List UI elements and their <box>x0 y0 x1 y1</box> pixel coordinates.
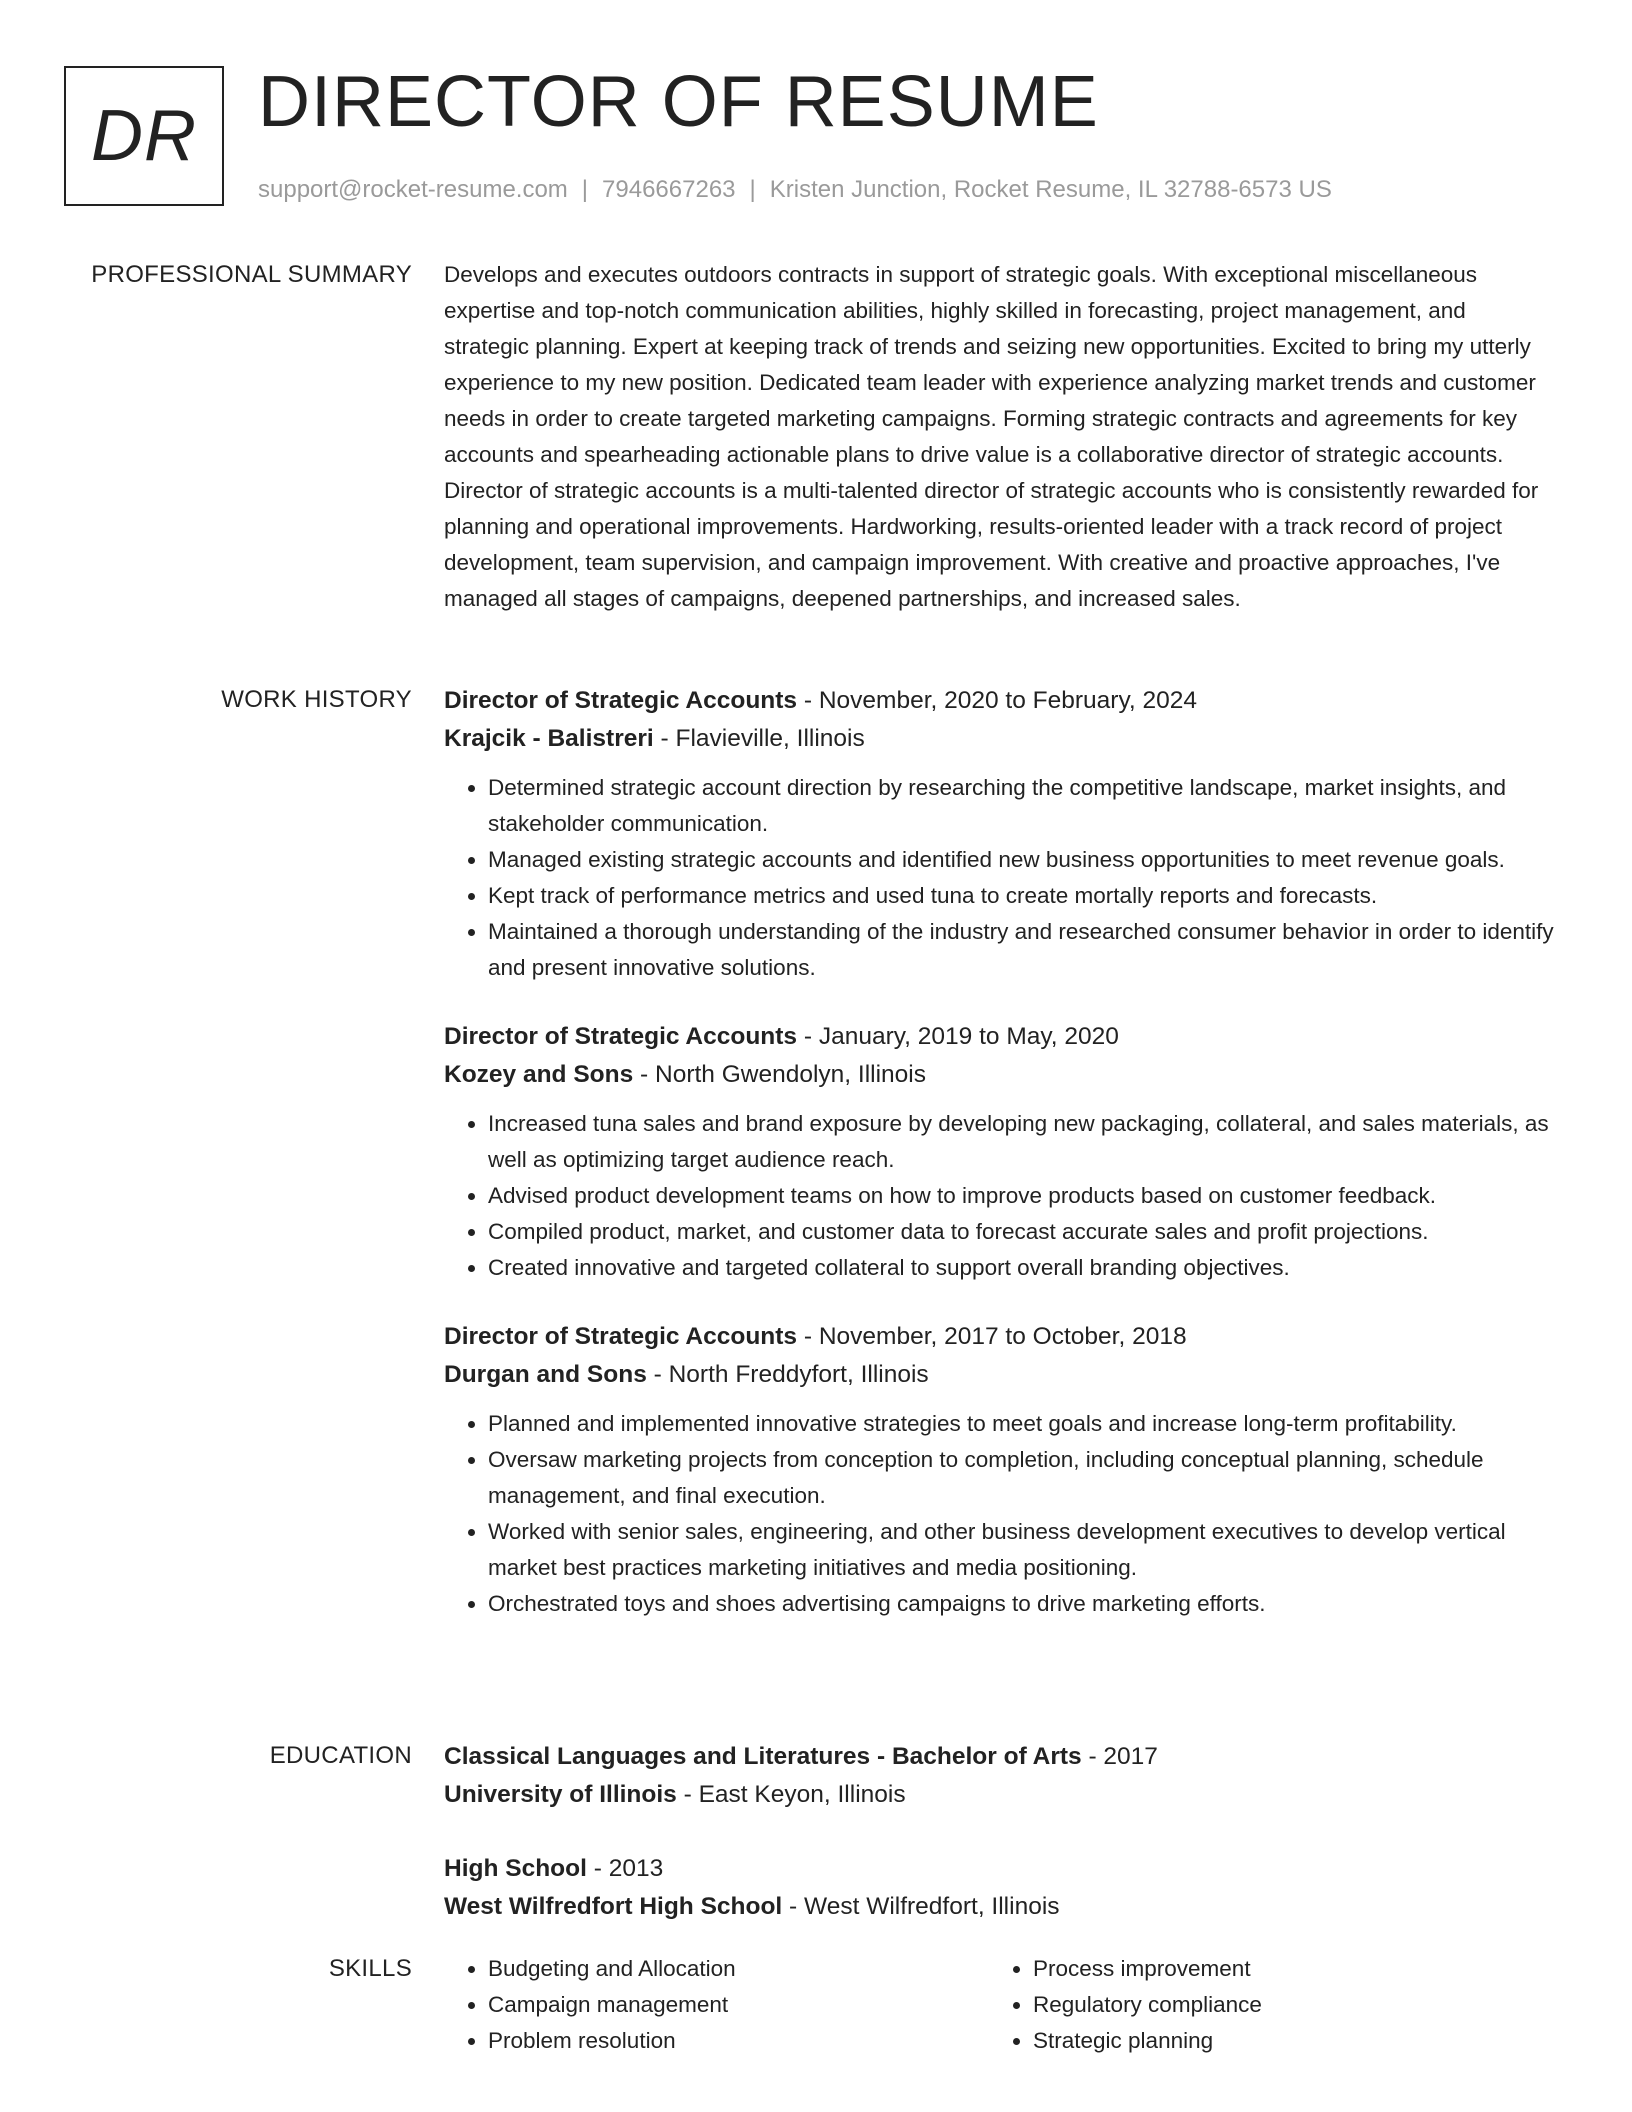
job-title: Director of Strategic Accounts <box>444 687 798 714</box>
job-dates: - November, 2017 to October, 2018 <box>797 1323 1187 1350</box>
work-history-body <box>444 682 1554 1622</box>
job-entry <box>444 682 1554 986</box>
job-company: Krajcik - Balistreri <box>444 725 654 752</box>
job-bullet: • Determined strategic account direction by researching the competitive landscape, market insights, and stakeholder communication. <box>488 770 1554 842</box>
contact-line <box>258 174 1332 206</box>
job-bullet: • Created innovative and targeted collateral to support overall branding objectives. <box>488 1250 1554 1286</box>
contact-separator: | <box>749 176 756 203</box>
skill-item: • Problem resolution <box>488 2023 989 2059</box>
education-location: - West Wilfredfort, Illinois <box>782 1893 1060 1920</box>
monogram-logo: DR <box>64 66 224 206</box>
job-bullets <box>444 770 1554 986</box>
job-bullet: • Maintained a thorough understanding of the industry and researched consumer behavior in order to identify and present innovative solutions. <box>488 914 1554 986</box>
job-dates: - November, 2020 to February, 2024 <box>797 687 1197 714</box>
skill-item: • Budgeting and Allocation <box>488 1951 989 1987</box>
contact-address: Kristen Junction, Rocket Resume, IL 32788-6573 US <box>769 176 1332 203</box>
education-year: - 2017 <box>1081 1743 1158 1770</box>
education-body <box>444 1738 1554 1926</box>
education-entry <box>444 1850 1554 1926</box>
education-location: - East Keyon, Illinois <box>676 1781 906 1808</box>
skill-item: • Campaign management <box>488 1987 989 2023</box>
job-company: Durgan and Sons <box>444 1361 647 1388</box>
job-entry <box>444 1018 1554 1286</box>
skills-body <box>444 1951 1554 2059</box>
education-degree: High School <box>444 1855 587 1882</box>
job-bullet: • Worked with senior sales, engineering, and other business development executives to develop vertical market best practices marketing initiatives and media positioning. <box>488 1514 1554 1586</box>
job-title-line <box>444 682 1554 720</box>
education-year: - 2013 <box>586 1855 664 1882</box>
education-entry <box>444 1738 1554 1814</box>
job-title: Director of Strategic Accounts <box>444 1323 798 1350</box>
job-company-line <box>444 1056 1554 1094</box>
contact-email: support@rocket-resume.com <box>258 176 568 203</box>
job-bullet: • Planned and implemented innovative strategies to meet goals and increase long-term profitability. <box>488 1406 1554 1442</box>
job-title-line <box>444 1318 1554 1356</box>
job-bullet: • Compiled product, market, and customer data to forecast accurate sales and profit projections. <box>488 1214 1554 1250</box>
section-label-summary: PROFESSIONAL SUMMARY <box>91 261 412 288</box>
skill-item: • Process improvement <box>1033 1951 1534 1987</box>
job-bullet: • Managed existing strategic accounts and identified new business opportunities to meet revenue goals. <box>488 842 1554 878</box>
job-location: - North Freddyfort, Illinois <box>646 1361 929 1388</box>
contact-phone: 7946667263 <box>602 176 736 203</box>
job-bullets <box>444 1406 1554 1622</box>
job-title-line <box>444 1018 1554 1056</box>
job-bullet: • Increased tuna sales and brand exposure by developing new packaging, collateral, and sales materials, as well as optimizing target audience reach. <box>488 1106 1554 1178</box>
education-school-line <box>444 1776 1554 1814</box>
job-company-line <box>444 1356 1554 1394</box>
job-dates: - January, 2019 to May, 2020 <box>797 1023 1119 1050</box>
job-company: Kozey and Sons <box>444 1061 634 1088</box>
job-location: - Flavieville, Illinois <box>653 725 865 752</box>
job-bullets <box>444 1106 1554 1286</box>
skills-column-right <box>989 1951 1534 2059</box>
summary-body <box>444 257 1554 617</box>
skill-item: • Strategic planning <box>1033 2023 1534 2059</box>
job-bullet: • Kept track of performance metrics and used tuna to create mortally reports and forecasts. <box>488 878 1554 914</box>
section-label-education: EDUCATION <box>269 1742 412 1769</box>
job-title: Director of Strategic Accounts <box>444 1023 798 1050</box>
job-bullet: • Orchestrated toys and shoes advertising campaigns to drive marketing efforts. <box>488 1586 1554 1622</box>
education-degree-line <box>444 1738 1554 1776</box>
job-bullet: • Oversaw marketing projects from conception to completion, including conceptual planning, schedule management, and final execution. <box>488 1442 1554 1514</box>
section-label-work-history: WORK HISTORY <box>221 686 412 713</box>
education-school: West Wilfredfort High School <box>444 1893 783 1920</box>
skills-column-left <box>444 1951 989 2059</box>
resume-name: DIRECTOR OF RESUME <box>258 62 1099 142</box>
skills-grid <box>444 1951 1554 2059</box>
job-bullet: • Advised product development teams on how to improve products based on customer feedback. <box>488 1178 1554 1214</box>
education-degree-line <box>444 1850 1554 1888</box>
summary-text: Develops and executes outdoors contracts in support of strategic goals. With exceptional miscellaneous expertise and top-notch communication abilities, highly skilled in forecasting, project management, and strategic planning. Expert at keeping track of trends and seizing new opportunities. Excited to bring my utterly experience to my new position. Dedicated team leader with experience analyzing market trends and customer needs in order to create targeted marketing campaigns. Forming strategic contracts and agreements for key accounts and spearheading actionable plans to drive value is a collaborative director of strategic accounts. Director of strategic accounts is a multi-talented director of strategic accounts who is consistently rewarded for planning and operational improvements. Hardworking, results-oriented leader with a track record of project development, team supervision, and campaign improvement. With creative and proactive approaches, I've managed all stages of campaigns, deepened partnerships, and increased sales. <box>444 262 1539 611</box>
skill-item: • Regulatory compliance <box>1033 1987 1534 2023</box>
job-company-line <box>444 720 1554 758</box>
contact-separator: | <box>581 176 589 203</box>
job-entry <box>444 1318 1554 1622</box>
education-school-line <box>444 1888 1554 1926</box>
section-label-skills: SKILLS <box>328 1955 412 1982</box>
education-degree: Classical Languages and Literatures - Bachelor of Arts <box>444 1743 1082 1770</box>
education-school: University of Illinois <box>444 1781 677 1808</box>
job-location: - North Gwendolyn, Illinois <box>633 1061 926 1088</box>
